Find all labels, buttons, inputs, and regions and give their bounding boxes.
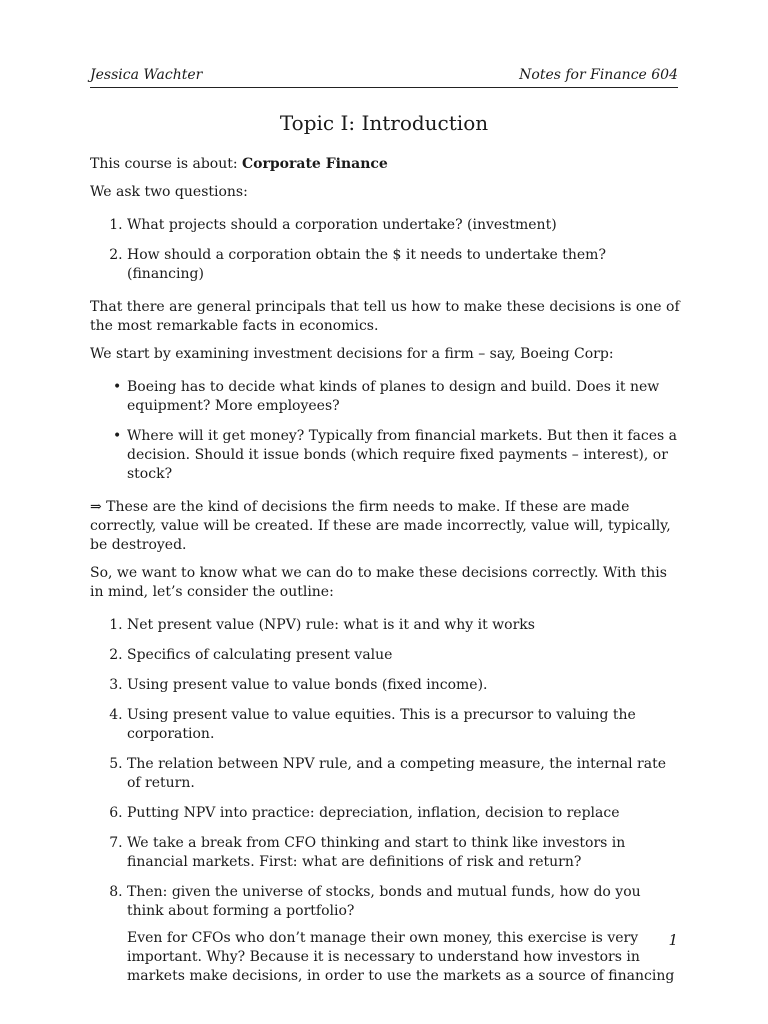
questions-list	[90, 216, 680, 284]
running-header	[90, 65, 678, 88]
paragraph-decisions: ⇒ These are the kind of decisions the firm needs to make. If these are made correctly, value will be created. If these are made incorrectly, value will, typically, be destroyed.	[90, 499, 671, 553]
list-item	[127, 883, 680, 986]
paragraph-outline-intro: So, we want to know what we can do to make these decisions correctly. With this in mind, let’s consider the outline:	[90, 565, 667, 600]
list-item: 2. Specifics of calculating present value	[127, 646, 680, 665]
list-item: 6. Putting NPV into practice: depreciation, inflation, decision to replace	[127, 804, 680, 823]
intro-prefix: This course is about:	[90, 156, 238, 172]
list-item: • Where will it get money? Typically from financial markets. But then it faces a decision. Should it issue bonds (which require fixed payments – interest), or stock?	[113, 428, 678, 482]
list-item: 4. Using present value to value equities. This is a precursor to valuing the corporation.	[127, 706, 680, 744]
intro-subject: Corporate Finance	[242, 156, 388, 172]
boeing-bullets	[90, 378, 680, 484]
list-item: 1. Net present value (NPV) rule: what is it and why it works	[127, 616, 680, 635]
bullet-icon: •	[113, 379, 122, 395]
course-subject-line	[90, 155, 680, 174]
list-item: 7. We take a break from CFO thinking and start to think like investors in financial markets. First: what are definitions of risk and return?	[127, 834, 680, 872]
page-title: Topic I: Introduction	[279, 111, 489, 135]
paragraph-boeing: We start by examining investment decisions for a firm – say, Boeing Corp:	[90, 346, 614, 362]
list-item: 1. What projects should a corporation undertake? (investment)	[127, 216, 680, 235]
page-number: 1	[668, 931, 678, 949]
outline-item-8-text: Then: given the universe of stocks, bonds and mutual funds, how do you think about forming a portfolio?	[127, 884, 641, 919]
outline-item-8-extra: Even for CFOs who don’t manage their own money, this exercise is very important. Why? Because it is necessary to understand how investors in markets make decisions, in order to use the markets as a source of financing	[127, 930, 675, 984]
list-item: 2. How should a corporation obtain the $ it needs to undertake them? (financing)	[127, 246, 680, 284]
list-item: 5. The relation between NPV rule, and a competing measure, the internal rate of return.	[127, 755, 680, 793]
outline-list	[90, 616, 680, 986]
list-item: 3. Using present value to value bonds (fixed income).	[127, 676, 680, 695]
header-course: Notes for Finance 604	[519, 67, 678, 83]
document-body	[90, 155, 680, 1000]
bullet-icon: •	[113, 428, 122, 444]
list-item: • Boeing has to decide what kinds of planes to design and build. Does it new equipment? More employees?	[113, 379, 660, 414]
header-author: Jessica Wachter	[90, 67, 203, 83]
questions-intro: We ask two questions:	[90, 184, 248, 200]
paragraph-principals: That there are general principals that tell us how to make these decisions is one of the most remarkable facts in economics.	[90, 299, 680, 334]
